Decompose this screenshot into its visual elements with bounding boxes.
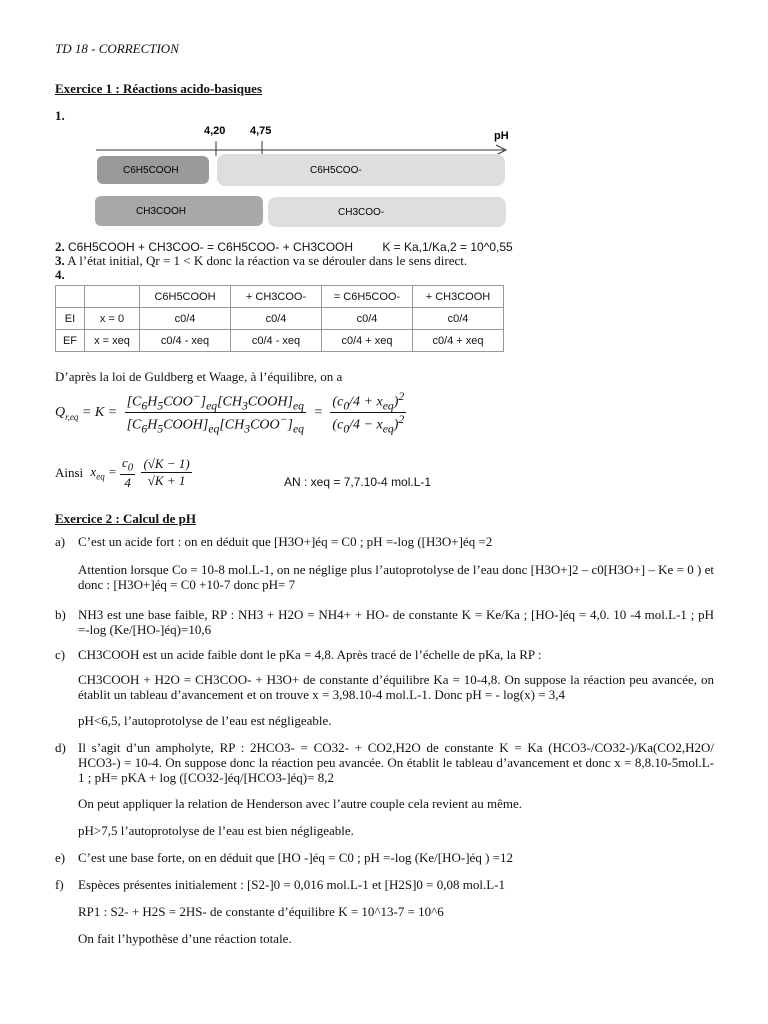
item-f-hypothesis: On fait l’hypothèse d’une réaction totale. <box>78 931 292 946</box>
item-b-text: NH3 est une base faible, RP : NH3 + H2O = NH4+ + HO- de constante K = Ke/Ka ; [HO-]éq = 4,0. 10 -4 mol.L-1 ; pH =-log (Ke/[HO-]éq)=10,6 <box>78 607 714 637</box>
band-label-ch3coo-minus: CH3COO- <box>338 207 385 218</box>
axis-unit-ph: pH <box>494 130 509 142</box>
band-ch3coo-minus <box>268 197 506 227</box>
table-cell: c0/4 + xeq <box>413 330 504 352</box>
table-cell <box>85 286 140 308</box>
item-d-label: d) <box>55 740 66 755</box>
guldberg-waage-text: D’après la loi de Guldberg et Waage, à l’équilibre, on a <box>55 369 343 384</box>
table-cell: c0/4 <box>322 308 413 330</box>
table-cell: EF <box>56 330 85 352</box>
equilibrium-quotient-equation: $Q_{r,eq} = K$ = $\frac{[C_6H_5COO^-]_{eq}[CH_3COOH]_{eq}}{[C_6H_5COOH]_{eq}[CH_3COO^-]_{eq}}$ = $\frac{(c_0/4 + x_{eq})^2}{(c_0/4 - x_{eq})^2}$ <box>55 390 405 436</box>
item-d-text: Il s’agit d’un ampholyte, RP : 2HCO3- = CO32- + CO2,H2O de constante K = Ka (HCO3-/CO32-)/Ka(CO2,H2O/ HCO3-) = 10-4. On suppose donc la réaction peu avancée. On établit le tableau d’avancement et donc x = 8,8.10-5mol.L-1 ; pH= pKA + log ([CO32-]éq/[HCO3-]éq)= 8,2 <box>78 740 714 785</box>
band-label-c6h5coo-minus: C6H5COO- <box>310 165 362 176</box>
table-cell: + CH3COO- <box>231 286 322 308</box>
table-cell: x = 0 <box>85 308 140 330</box>
question-3-text: A l’état initial, Qr = 1 < K donc la réaction va se dérouler dans le sens direct. <box>67 253 468 268</box>
question-1-number: 1. <box>55 108 65 123</box>
advancement-table <box>55 285 504 352</box>
document-header: TD 18 - CORRECTION <box>55 41 179 56</box>
question-3 <box>55 253 467 269</box>
item-a-note: Attention lorsque Co = 10-8 mol.L-1, on ne néglige plus l’autoprotolyse de l’eau donc [H3O+]2 – c0[H3O+] – Ke = 0 ) et donc : [H3O+]éq = C0 +10-7 donc pH= 7 <box>78 562 714 592</box>
item-e-text: C’est une base forte, on en déduit que [HO -]éq = C0 ; pH =-log (Ke/[HO-]éq ) =12 <box>78 850 513 865</box>
question-2-number: 2. <box>55 239 65 254</box>
table-cell: + CH3COOH <box>413 286 504 308</box>
tick-label-4-75: 4,75 <box>250 125 272 137</box>
pka-diagram <box>90 120 520 230</box>
table-row <box>56 286 504 308</box>
item-b-label: b) <box>55 607 66 622</box>
question-2-equation: C6H5COOH + CH3COO- = C6H5COO- + CH3COOH <box>68 240 354 254</box>
item-c-note: pH<6,5, l’autoprotolyse de l’eau est négligeable. <box>78 713 332 728</box>
item-a-label: a) <box>55 534 66 549</box>
item-c-label: c) <box>55 647 66 662</box>
exercise-2-title: Exercice 2 : Calcul de pH <box>55 511 196 526</box>
exercise-1-title: Exercice 1 : Réactions acido-basiques <box>55 81 263 96</box>
item-f-text: Espèces présentes initialement : [S2-]0 = 0,016 mol.L-1 et [H2S]0 = 0,08 mol.L-1 <box>78 877 505 892</box>
table-row <box>56 330 504 352</box>
table-cell: c0/4 - xeq <box>231 330 322 352</box>
tick-label-4-20: 4,20 <box>204 125 226 137</box>
item-f-reaction: RP1 : S2- + H2S = 2HS- de constante d’équilibre K = 10^13-7 = 10^6 <box>78 904 444 919</box>
item-c-text: CH3COOH est un acide faible dont le pKa = 4,8. Après tracé de l’échelle de pKa, la RP : <box>78 647 542 662</box>
table-cell: = C6H5COO- <box>322 286 413 308</box>
table-cell: c0/4 - xeq <box>140 330 231 352</box>
item-c-reaction: CH3COOH + H2O = CH3COO- + H3O+ de constante d’équilibre Ka = 10-4,8. On suppose la réaction peu avancée, on établit un tableau d’avancement et on trouve x = 3,98.10-4 mol.L-1. Donc pH = - log(x) = 3,4 <box>78 672 714 702</box>
xeq-formula: Ainsi $x_{eq}$ = $\frac{c_0}{4}$ $\frac{(√K - 1)}{√K + 1}$ <box>55 455 190 490</box>
table-cell: c0/4 <box>413 308 504 330</box>
item-d-note: pH>7,5 l’autoprotolyse de l’eau est bien négligeable. <box>78 823 354 838</box>
table-cell: C6H5COOH <box>140 286 231 308</box>
table-cell: c0/4 <box>231 308 322 330</box>
table-cell: x = xeq <box>85 330 140 352</box>
table-cell <box>56 286 85 308</box>
xeq-numeric-result: AN : xeq = 7,7.10-4 mol.L-1 <box>284 475 432 489</box>
table-cell: EI <box>56 308 85 330</box>
item-e-label: e) <box>55 850 66 865</box>
table-row <box>56 308 504 330</box>
band-label-c6h5cooh: C6H5COOH <box>123 165 179 176</box>
item-d-henderson: On peut appliquer la relation de Henderson avec l’autre couple cela revient au même. <box>78 796 522 811</box>
question-4-number: 4. <box>55 267 65 282</box>
band-label-ch3cooh: CH3COOH <box>136 206 187 217</box>
question-3-number: 3. <box>55 253 65 268</box>
item-a-text: C’est un acide fort : on en déduit que [H3O+]éq = C0 ; pH =-log ([H3O+]éq =2 <box>78 534 493 549</box>
item-f-label: f) <box>55 877 64 892</box>
ainsi-label: Ainsi <box>55 464 84 480</box>
table-cell: c0/4 + xeq <box>322 330 413 352</box>
table-cell: c0/4 <box>140 308 231 330</box>
question-2-constant: K = Ka,1/Ka,2 = 10^0,55 <box>382 240 513 254</box>
